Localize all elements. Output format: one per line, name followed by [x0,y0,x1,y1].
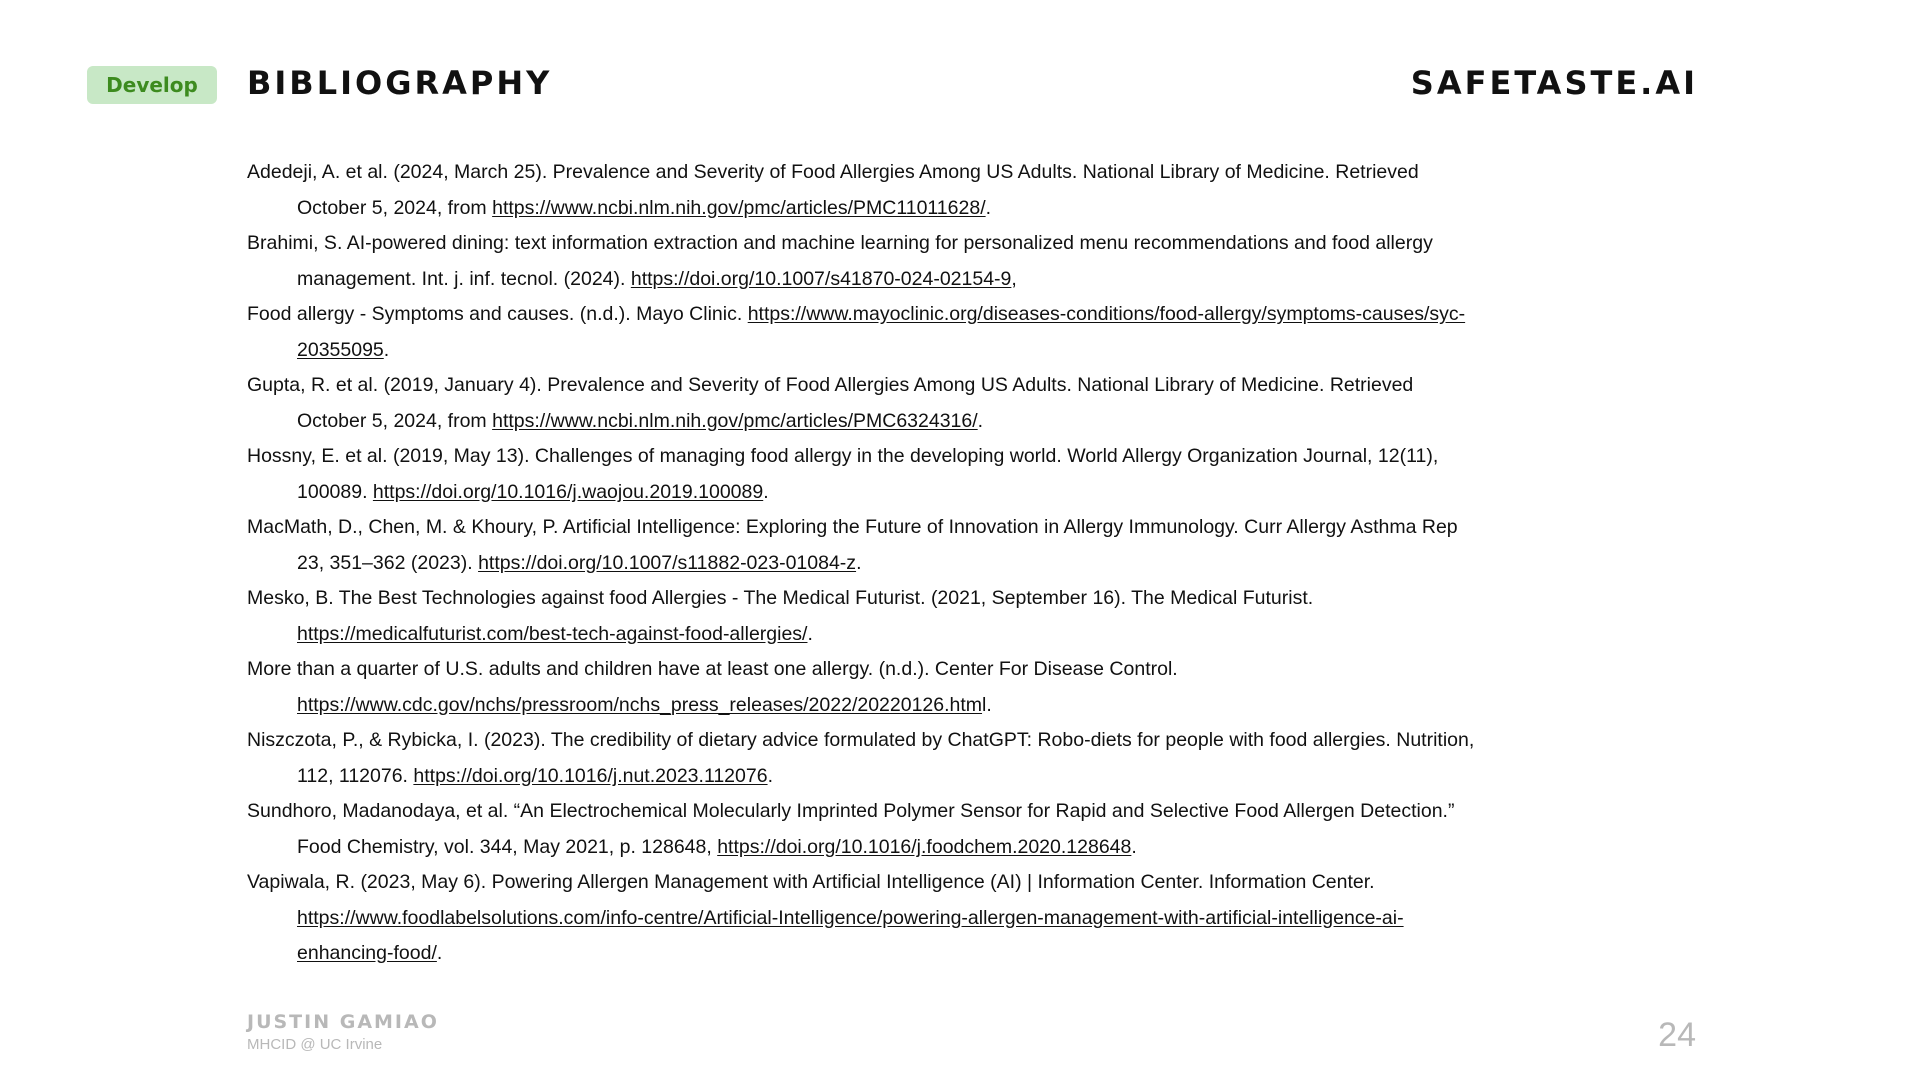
reference-trailing: , [1011,267,1017,290]
reference-list [247,155,1487,972]
author-affiliation: MHCID @ UC Irvine [247,1036,383,1053]
author-name: JUSTIN GAMIAO [247,1011,439,1033]
reference-item [247,368,1487,439]
page-title: BIBLIOGRAPHY [247,64,553,102]
reference-item [247,155,1487,226]
reference-link[interactable]: https://www.ncbi.nlm.nih.gov/pmc/articles/PMC6324316/ [492,409,978,432]
reference-trailing: . [985,196,992,219]
reference-text: Gupta, R. et al. (2019, January 4). Prevalence and Severity of Food Allergies Among US Adults. National Library of Medicine. Retrieved October 5, 2024, from [247,374,1414,432]
reference-item [247,581,1487,652]
reference-item [247,297,1487,368]
reference-trailing: . [767,764,773,787]
reference-text: Sundhoro, Madanodaya, et al. “An Electrochemical Molecularly Imprinted Polymer Sensor for Rapid and Selective Food Allergen Detection.” Food Chemistry, vol. 344, May 2021, p. 128648, [247,800,1455,858]
reference-link[interactable]: https://www.foodlabelsolutions.com/info-centre/Artificial-Intelligence/powering-allergen-management-with-artificial-intelligence-ai-enhancing-food/ [297,906,1404,964]
reference-trailing: . [763,480,769,503]
reference-link[interactable]: https://www.ncbi.nlm.nih.gov/pmc/articles/PMC11011628/ [492,196,986,219]
reference-text: More than a quarter of U.S. adults and children have at least one allergy. (n.d.). Center For Disease Control. [247,658,1178,680]
reference-text: Mesko, B. The Best Technologies against food Allergies - The Medical Futurist. (2021, September 16). The Medical Futurist. [247,587,1314,609]
brand-name: SAFETASTE.AI [1410,64,1698,102]
reference-trailing: . [1131,835,1137,858]
reference-item [247,439,1487,510]
reference-item [247,652,1487,723]
reference-item [247,865,1487,972]
reference-text: Brahimi, S. AI-powered dining: text information extraction and machine learning for personalized menu recommendations and food allergy management. Int. j. inf. tecnol. (2024). [247,232,1433,290]
reference-link[interactable]: https://doi.org/10.1007/s41870-024-02154-9 [630,267,1012,290]
reference-trailing: . [856,551,862,574]
reference-link[interactable]: https://doi.org/10.1016/j.waojou.2019.100089 [372,480,764,503]
reference-link[interactable]: https://doi.org/10.1007/s11882-023-01084-z [478,551,857,574]
reference-trailing: . [436,942,443,964]
reference-text: Niszczota, P., & Rybicka, I. (2023). The credibility of dietary advice formulated by ChatGPT: Robo-diets for people with food allergies. Nutrition, 112, 112076. [247,729,1475,787]
reference-text: Vapiwala, R. (2023, May 6). Powering Allergen Management with Artificial Intelligence (AI) | Information Center. Information Center. [247,871,1375,893]
reference-link[interactable]: https://doi.org/10.1016/j.foodchem.2020.128648 [717,835,1132,858]
reference-text: Food allergy - Symptoms and causes. (n.d.). Mayo Clinic. [247,303,748,325]
reference-text: Hossny, E. et al. (2019, May 13). Challenges of managing food allergy in the developing world. World Allergy Organization Journal, 12(11), 100089. [247,445,1439,503]
reference-trailing: . [807,622,813,645]
reference-trailing: l. [982,693,992,716]
reference-link[interactable]: https://medicalfuturist.com/best-tech-against-food-allergies/ [297,622,808,645]
reference-text: Adedeji, A. et al. (2024, March 25). Prevalence and Severity of Food Allergies Among US Adults. National Library of Medicine. Retrieved October 5, 2024, from [247,161,1419,219]
reference-trailing: . [383,338,390,361]
page-number: 24 [1658,1016,1696,1054]
reference-item [247,510,1487,581]
reference-link[interactable]: https://doi.org/10.1016/j.nut.2023.112076 [413,764,768,787]
reference-item [247,226,1487,297]
reference-item [247,794,1487,865]
reference-link[interactable]: https://www.cdc.gov/nchs/pressroom/nchs_press_releases/2022/20220126.htm [297,693,983,716]
develop-badge: Develop [87,66,217,104]
reference-trailing: . [977,409,984,432]
reference-text: MacMath, D., Chen, M. & Khoury, P. Artificial Intelligence: Exploring the Future of Innovation in Allergy Immunology. Curr Allergy Asthma Rep 23, 351–362 (2023). [247,516,1458,574]
reference-link[interactable]: https://www.mayoclinic.org/diseases-conditions/food-allergy/symptoms-causes/syc-20355095 [297,303,1466,361]
reference-item [247,723,1487,794]
